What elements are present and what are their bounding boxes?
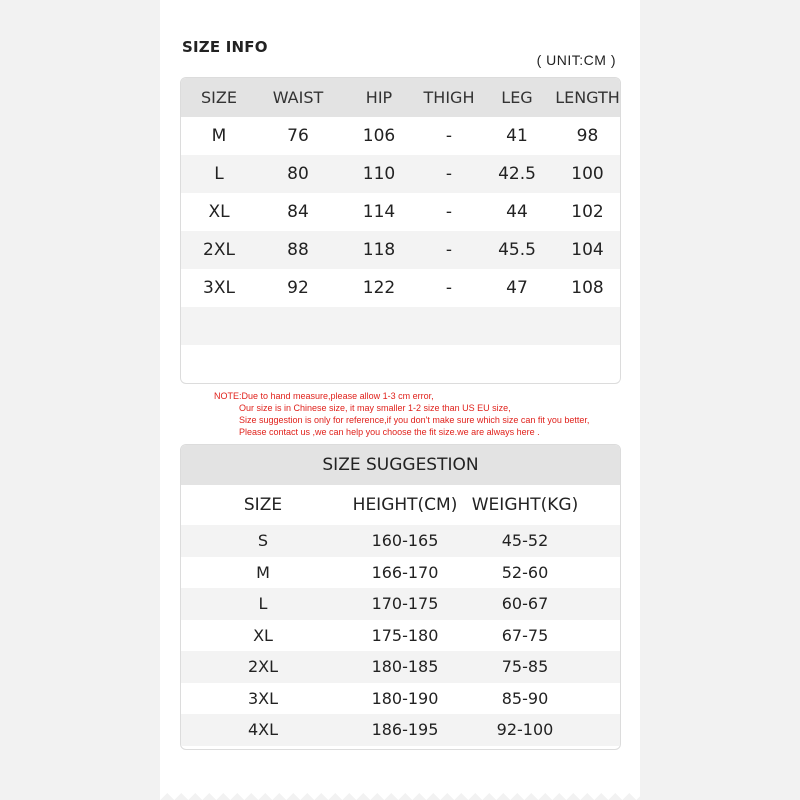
cell-height: 170-175 [371, 594, 439, 614]
table-row [181, 683, 620, 715]
cell-size: XL [253, 625, 273, 645]
header-thigh: THIGH [423, 88, 475, 107]
cell-height: 186-195 [371, 720, 439, 740]
cell-hip: 114 [362, 202, 396, 222]
header-leg: LEG [501, 88, 533, 107]
cell-size: 3XL [203, 278, 235, 298]
cell-size: XL [208, 202, 230, 222]
table-row [181, 155, 620, 193]
cell-size: 2XL [203, 240, 235, 260]
cell-size: S [257, 531, 269, 551]
table-row [181, 269, 620, 307]
unit-label: ( UNIT:CM ) [536, 52, 616, 68]
cell-leg: 47 [506, 278, 528, 298]
table-row [181, 588, 620, 620]
header-weight: WEIGHT(KG) [471, 495, 579, 515]
cell-size: 2XL [247, 657, 279, 677]
cell-size: L [258, 594, 268, 614]
size-info-header-row [181, 78, 620, 117]
cell-weight: 67-75 [501, 625, 549, 645]
cell-waist: 92 [287, 278, 309, 298]
header-hip: HIP [365, 88, 393, 107]
cell-height: 175-180 [371, 625, 439, 645]
note-line: Please contact us ,we can help you choose the fit size.we are always here . [239, 427, 540, 437]
cell-size: L [214, 164, 224, 184]
header-size: SIZE [243, 495, 283, 515]
table-row [181, 557, 620, 589]
table-row [181, 193, 620, 231]
cell-size: 4XL [247, 720, 279, 740]
cell-hip: 122 [362, 278, 396, 298]
table-row [181, 231, 620, 269]
header-length: LENGTH [555, 88, 620, 107]
cell-weight: 92-100 [496, 720, 554, 740]
cell-thigh: - [445, 240, 453, 260]
cell-waist: 80 [287, 164, 309, 184]
cell-size: M [211, 126, 227, 146]
cell-leg: 42.5 [498, 164, 536, 184]
cell-height: 166-170 [371, 562, 439, 582]
header-height: HEIGHT(CM) [352, 495, 458, 515]
cell-height: 160-165 [371, 531, 439, 551]
cell-size: 3XL [247, 688, 279, 708]
cell-weight: 52-60 [501, 562, 549, 582]
cell-weight: 75-85 [501, 657, 549, 677]
table-row [181, 714, 620, 746]
cell-weight: 45-52 [501, 531, 549, 551]
table-row [181, 651, 620, 683]
cell-height: 180-185 [371, 657, 439, 677]
size-chart-card [160, 0, 640, 800]
table-row [181, 525, 620, 557]
cell-weight: 85-90 [501, 688, 549, 708]
cell-hip: 106 [362, 126, 396, 146]
table-row-empty [181, 345, 620, 383]
note-line: NOTE:Due to hand measure,please allow 1-3 cm error, [214, 391, 434, 401]
cell-leg: 41 [506, 126, 528, 146]
size-info-title: SIZE INFO [182, 38, 268, 56]
note-line: Our size is in Chinese size, it may smaller 1-2 size than US EU size, [239, 403, 511, 413]
cell-waist: 84 [287, 202, 309, 222]
cell-length: 102 [571, 202, 604, 222]
cell-leg: 44 [506, 202, 528, 222]
size-suggestion-table [180, 444, 621, 750]
note-line: Size suggestion is only for reference,if you don't make sure which size can fit you better, [239, 415, 590, 425]
cell-thigh: - [445, 126, 453, 146]
cell-leg: 45.5 [498, 240, 536, 260]
cell-thigh: - [445, 164, 453, 184]
cell-length: 104 [571, 240, 604, 260]
size-note [214, 390, 634, 438]
cell-waist: 76 [287, 126, 309, 146]
table-row [181, 620, 620, 652]
header-waist: WAIST [272, 88, 324, 107]
cell-size: M [256, 562, 270, 582]
cell-height: 180-190 [371, 688, 439, 708]
cell-hip: 118 [362, 240, 396, 260]
cell-waist: 88 [287, 240, 309, 260]
cell-hip: 110 [362, 164, 396, 184]
cell-length: 100 [571, 164, 604, 184]
cell-length: 98 [576, 126, 599, 146]
size-info-table [180, 77, 621, 384]
cell-length: 108 [571, 278, 604, 298]
size-suggestion-header-row [181, 485, 620, 525]
header-size: SIZE [201, 88, 237, 107]
cell-thigh: - [445, 278, 453, 298]
torn-edge-divider [160, 786, 640, 800]
size-suggestion-title: SIZE SUGGESTION [181, 445, 620, 485]
table-row [181, 117, 620, 155]
table-row-empty [181, 307, 620, 345]
cell-weight: 60-67 [501, 594, 549, 614]
cell-thigh: - [445, 202, 453, 222]
